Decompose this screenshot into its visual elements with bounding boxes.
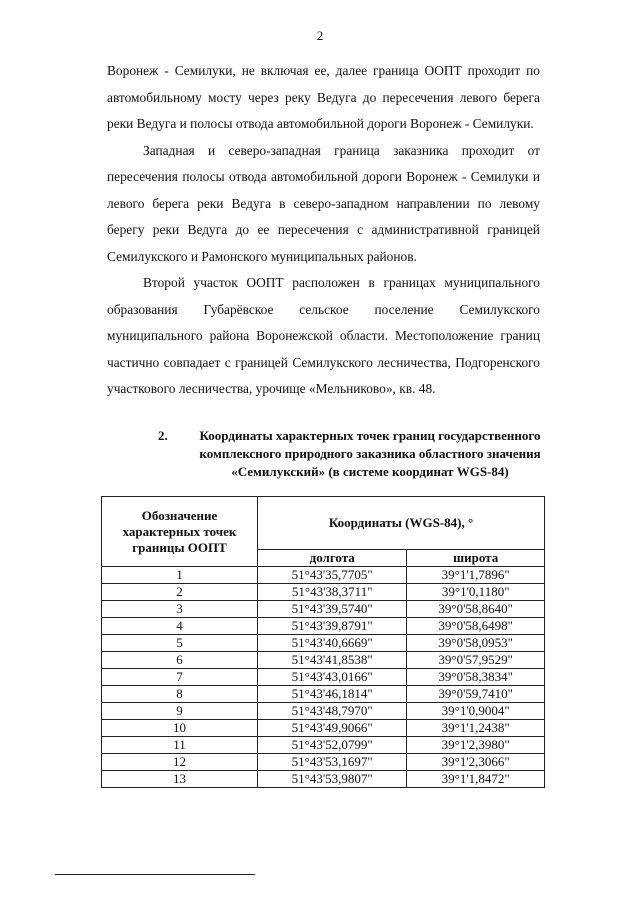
cell-latitude: 39°1'1,7896"	[407, 567, 545, 584]
cell-latitude: 39°0'58,3834"	[407, 669, 545, 686]
cell-point: 11	[102, 737, 258, 754]
paragraph-1	[107, 58, 540, 138]
table-row	[102, 754, 545, 771]
cell-point: 8	[102, 686, 258, 703]
cell-longitude: 51°43'53,1697"	[258, 754, 407, 771]
cell-point: 5	[102, 635, 258, 652]
cell-longitude: 51°43'46,1814"	[258, 686, 407, 703]
section-heading-line: Координаты характерных точек границ государственного	[199, 428, 541, 443]
cell-latitude: 39°0'58,8640"	[407, 601, 545, 618]
section-number: 2.	[158, 428, 168, 443]
cell-latitude: 39°1'2,3066"	[407, 754, 545, 771]
table-row	[102, 771, 545, 788]
paragraph-line: Ведуга и полосы отвода автомобильной дороги Воронеж - Семилуки.	[136, 116, 534, 131]
paragraph-line: Западная и северо-западная граница заказника проходит от пересечения	[107, 142, 540, 184]
cell-point: 2	[102, 584, 258, 601]
section-heading	[160, 427, 580, 481]
table-row	[102, 686, 545, 703]
cell-latitude: 39°1'0,9004"	[407, 703, 545, 720]
cell-point: 6	[102, 652, 258, 669]
footnote-divider	[55, 874, 255, 875]
table-row	[102, 618, 545, 635]
paragraph-line: Воронеж - Семилуки, не включая ее, далее граница ООПТ проходит по	[107, 63, 540, 78]
header-point-label: Обозначение характерных точек границы ООПТ	[102, 497, 258, 567]
header-latitude: широта	[407, 550, 545, 567]
cell-latitude: 39°1'1,8472"	[407, 771, 545, 788]
cell-point: 7	[102, 669, 258, 686]
table-row	[102, 584, 545, 601]
page-number: 2	[316, 28, 324, 43]
table-row	[102, 567, 545, 584]
cell-longitude: 51°43'41,8538"	[258, 652, 407, 669]
cell-latitude: 39°1'2,3980"	[407, 737, 545, 754]
cell-point: 4	[102, 618, 258, 635]
paragraph-line: автомобильному мосту через реку Ведуга до пересечения левого берега реки	[107, 89, 540, 131]
paragraph-line: образования Губарёвское сельское поселение Семилукского муниципального	[107, 301, 540, 343]
cell-longitude: 51°43'39,8791"	[258, 618, 407, 635]
table-row	[102, 703, 545, 720]
cell-longitude: 51°43'49,9066"	[258, 720, 407, 737]
coordinates-table	[101, 496, 545, 788]
cell-latitude: 39°0'57,9529"	[407, 652, 545, 669]
paragraph-line: полосы отвода автомобильной дороги Воронеж - Семилуки и левого берега	[107, 169, 540, 211]
paragraph-line: муниципальных районов.	[270, 248, 417, 264]
paragraph-line: реки Ведуга в северо-западном направлении по левому берегу реки Ведуга до	[107, 195, 540, 237]
table-row	[102, 720, 545, 737]
cell-latitude: 39°0'58,6498"	[407, 618, 545, 635]
cell-longitude: 51°43'40,6669"	[258, 635, 407, 652]
paragraph-line: границей Семилукского лесничества, Подгоренского участкового	[107, 354, 540, 396]
cell-longitude: 51°43'52,0799"	[258, 737, 407, 754]
cell-point: 1	[102, 567, 258, 584]
cell-point: 3	[102, 601, 258, 618]
cell-longitude: 51°43'38,3711"	[258, 584, 407, 601]
body-text	[107, 58, 540, 403]
cell-point: 10	[102, 720, 258, 737]
cell-point: 12	[102, 754, 258, 771]
paragraph-line: Второй участок ООПТ расположен в границах муниципального	[143, 275, 540, 290]
table-row	[102, 635, 545, 652]
cell-longitude: 51°43'53,9807"	[258, 771, 407, 788]
table-row	[102, 669, 545, 686]
paragraph-2	[107, 138, 540, 271]
cell-longitude: 51°43'48,7970"	[258, 703, 407, 720]
cell-longitude: 51°43'39,5740"	[258, 601, 407, 618]
cell-latitude: 39°1'0,1180"	[407, 584, 545, 601]
cell-latitude: 39°1'1,2438"	[407, 720, 545, 737]
header-longitude: долгота	[258, 550, 407, 567]
cell-longitude: 51°43'43,0166"	[258, 669, 407, 686]
paragraph-line: ее пересечения с административной границей Семилукского и Рамонского	[107, 222, 540, 264]
cell-latitude: 39°0'58,0953"	[407, 635, 545, 652]
paragraph-line: лесничества, урочище «Мельниково», кв. 48.	[178, 381, 436, 396]
section-heading-line: комплексного природного заказника областного значения	[199, 446, 541, 461]
header-coordinates: Координаты (WGS-84), °	[258, 497, 545, 550]
cell-point: 9	[102, 703, 258, 720]
paragraph-line: района Воронежской области. Местоположение границ частично совпадает с	[107, 328, 540, 370]
cell-longitude: 51°43'35,7705"	[258, 567, 407, 584]
table-row	[102, 737, 545, 754]
table-row	[102, 652, 545, 669]
cell-latitude: 39°0'59,7410"	[407, 686, 545, 703]
table-row	[102, 601, 545, 618]
section-heading-line: «Семилукский» (в системе координат WGS-84)	[231, 464, 509, 479]
table-header-row	[102, 497, 545, 550]
cell-point: 13	[102, 771, 258, 788]
paragraph-3	[107, 270, 540, 403]
